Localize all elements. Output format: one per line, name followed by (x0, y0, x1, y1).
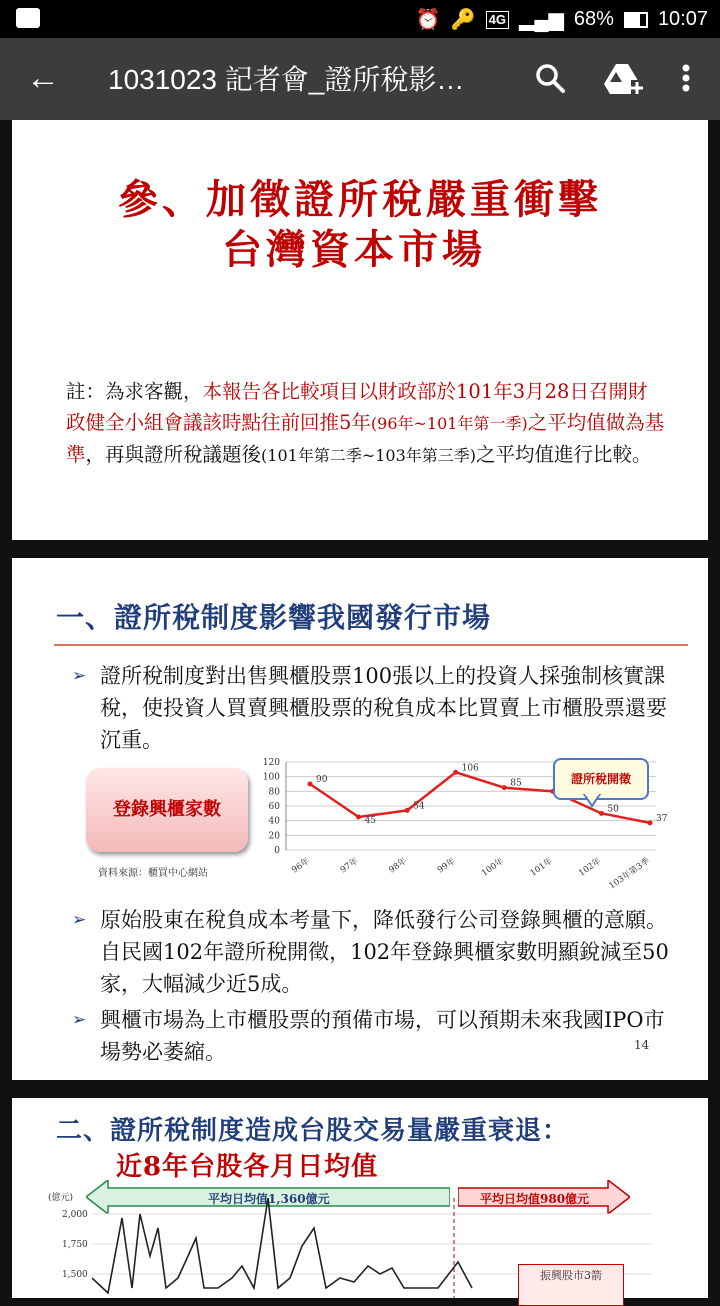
annotation-box: 振興股市3箭 (518, 1264, 624, 1306)
slide-15 (12, 1098, 708, 1298)
y-tick-label: 1,750 (62, 1240, 88, 1250)
data-point (453, 770, 458, 775)
callout-pointer (582, 794, 602, 808)
unit-label: (億元) (48, 1193, 74, 1203)
x-tick-label: 100年 (480, 856, 507, 879)
data-label: 37 (656, 813, 668, 824)
data-point (599, 811, 604, 816)
right-arrow-label: 平均日均值980億元 (480, 1192, 590, 1206)
data-point (405, 808, 410, 813)
page-number: 14 (634, 1038, 650, 1052)
alarm-icon: ⏰ (415, 9, 441, 31)
data-source: 資料來源：櫃買中心網站 (98, 868, 208, 879)
signal-icon: ▂▄▆ (518, 9, 564, 31)
app-bar (0, 38, 720, 120)
x-tick-label: 101年 (528, 856, 555, 879)
y-tick-label: 20 (268, 831, 280, 842)
data-point (648, 820, 653, 825)
more-vert-icon[interactable] (666, 58, 706, 98)
heading-divider (54, 644, 688, 646)
y-tick-label: 2,000 (62, 1210, 88, 1220)
bullet-arrow-icon: ➢ (72, 666, 87, 686)
y-tick-label: 0 (274, 846, 280, 856)
add-to-drive-icon[interactable] (604, 62, 644, 96)
x-tick-label: 103年第3季 (607, 856, 652, 892)
data-point (308, 782, 313, 787)
y-tick-label: 40 (268, 816, 280, 827)
left-arrow-label: 平均日均值1,360億元 (208, 1192, 330, 1206)
data-label: 106 (461, 763, 479, 774)
slide-heading: 一、證所稅制度影響我國發行市場 (56, 601, 492, 634)
data-point (502, 785, 507, 790)
y-tick-label: 120 (262, 758, 280, 768)
x-tick-label: 99年 (435, 856, 458, 876)
bullet-arrow-icon: ➢ (72, 1010, 87, 1030)
document-title: 1031023 記者會_證所稅影… (108, 64, 465, 95)
data-point (356, 815, 361, 820)
slide-14: 一、證所稅制度影響我國發行市場 ➢ 證所稅制度對出售興櫃股票100張以上的投資人採強制核實課稅，使投資人買賣興櫃股票的稅負成本比買賣上市櫃股票還要沉重。 登錄興櫃家數 資料來源：櫃買中心網站 0 20 40 60 80 100 120 90 45 54 106 85 50 37 96年 97年 98年 99年 100年 101年 102年 103年第3季 證所稅開徵 ➢ 原始股東在稅負成本考量下，降低發行公司登錄興櫃的意願。自民國102年證所稅開徵，102年登錄興櫃家數明顯銳減至50家，大幅減少近5成。 ➢ 興櫃市場為上市櫃股票的預備市場，可以預期未來我國IPO市場勢必萎縮。 14 (12, 558, 708, 1080)
data-label: 85 (510, 778, 522, 789)
data-label: 45 (364, 816, 377, 826)
callout-label: 證所稅開徵 (553, 758, 649, 800)
battery-icon (624, 12, 648, 28)
lte-badge: 4G (486, 11, 509, 29)
note-paragraph: 註：為求客觀，本報告各比較項目以財政部於101年3月28日召開財政健全小組會議該時點往前回推5年(96年~101年第一季)之平均值做為基準，再與證所稅議題後(101年第二季~103年第三季)之平均值進行比較。 (66, 380, 665, 466)
x-tick-label: 96年 (290, 856, 312, 876)
back-arrow-icon[interactable]: ← (26, 59, 60, 97)
key-icon: 🔑 (450, 9, 476, 31)
notification-icon (16, 8, 40, 28)
battery-percent: 68% (573, 8, 614, 30)
slide-heading-line1: 二、證所稅制度造成台股交易量嚴重衰退： (56, 1116, 570, 1146)
y-tick-label: 1,500 (62, 1270, 88, 1280)
y-tick-label: 80 (268, 787, 280, 798)
slide-title-line1: 參、加徵證所稅嚴重衝擊 (118, 176, 602, 223)
status-bar (0, 0, 720, 38)
data-label: 50 (607, 804, 619, 815)
data-label: 54 (413, 801, 425, 812)
x-tick-label: 98年 (387, 856, 409, 876)
y-tick-label: 100 (262, 772, 280, 783)
search-icon[interactable] (530, 58, 570, 98)
clock: 10:07 (657, 8, 708, 30)
x-tick-label: 102年 (577, 856, 604, 879)
slide-13 (12, 120, 708, 540)
x-tick-label: 97年 (338, 856, 361, 876)
data-label: 90 (316, 775, 328, 785)
y-tick-label: 60 (268, 802, 280, 812)
bullet-arrow-icon: ➢ (72, 910, 87, 930)
chart-tag: 登錄興櫃家數 (86, 768, 248, 852)
slide-title-line2: 台灣資本市場 (222, 226, 486, 273)
slide-heading-line2: 近8年台股各月日均值 (116, 1152, 379, 1182)
